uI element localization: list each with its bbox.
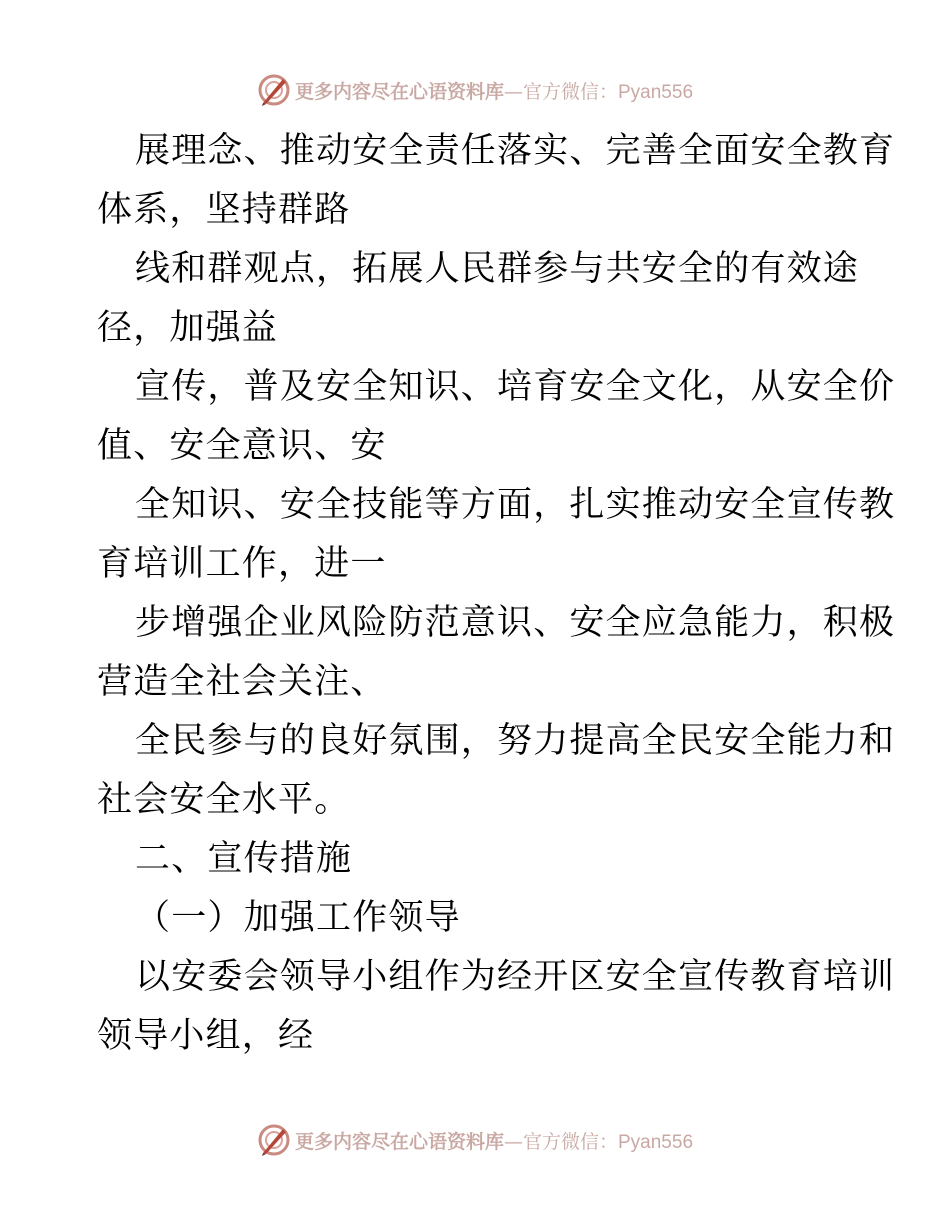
header-banner: [0, 70, 950, 110]
text-line: 育培训工作，进一: [97, 544, 387, 584]
subsection-heading: （一）加强工作领导: [135, 898, 461, 938]
text-line: 全民参与的良好氛围，努力提高全民安全能力和: [135, 721, 896, 761]
text-line: 以安委会领导小组作为经开区安全宣传教育培训: [135, 957, 896, 997]
text-line: 领导小组，经: [97, 1016, 315, 1056]
text-line: 值、安全意识、安: [97, 426, 387, 466]
footer-banner-text: [295, 1127, 693, 1154]
text-line: 宣传，普及安全知识、培育安全文化，从安全价: [135, 367, 896, 407]
text-line: 展理念、推动安全责任落实、完善全面安全教育: [135, 131, 896, 171]
text-line: 线和群观点，拓展人民群参与共安全的有效途: [135, 249, 860, 289]
pen-logo-icon: [257, 1123, 291, 1157]
pen-logo-icon: [257, 73, 291, 107]
text-line: 体系，坚持群路: [97, 190, 351, 230]
section-heading: 二、宣传措施: [135, 839, 353, 879]
text-line: 全知识、安全技能等方面，扎实推动安全宣传教: [135, 485, 896, 525]
header-dash: —: [503, 80, 523, 103]
footer-wechat-id: Pyan556: [618, 1131, 694, 1153]
footer-wechat-label: 官方微信：: [522, 1130, 618, 1153]
document-body: [97, 122, 896, 1066]
header-wechat-id: Pyan556: [618, 81, 694, 103]
text-line: 社会安全水平。: [97, 780, 351, 820]
text-line: 步增强企业风险防范意识、安全应急能力，积极: [135, 603, 896, 643]
header-banner-text: [295, 77, 693, 104]
footer-dash: —: [503, 1130, 523, 1153]
text-line: 径，加强益: [97, 308, 279, 348]
footer-banner: [0, 1120, 950, 1160]
text-line: 营造全社会关注、: [97, 662, 387, 702]
footer-site-text: 更多内容尽在心语资料库: [294, 1130, 504, 1153]
header-wechat-label: 官方微信：: [522, 80, 618, 103]
header-site-text: 更多内容尽在心语资料库: [294, 80, 504, 103]
